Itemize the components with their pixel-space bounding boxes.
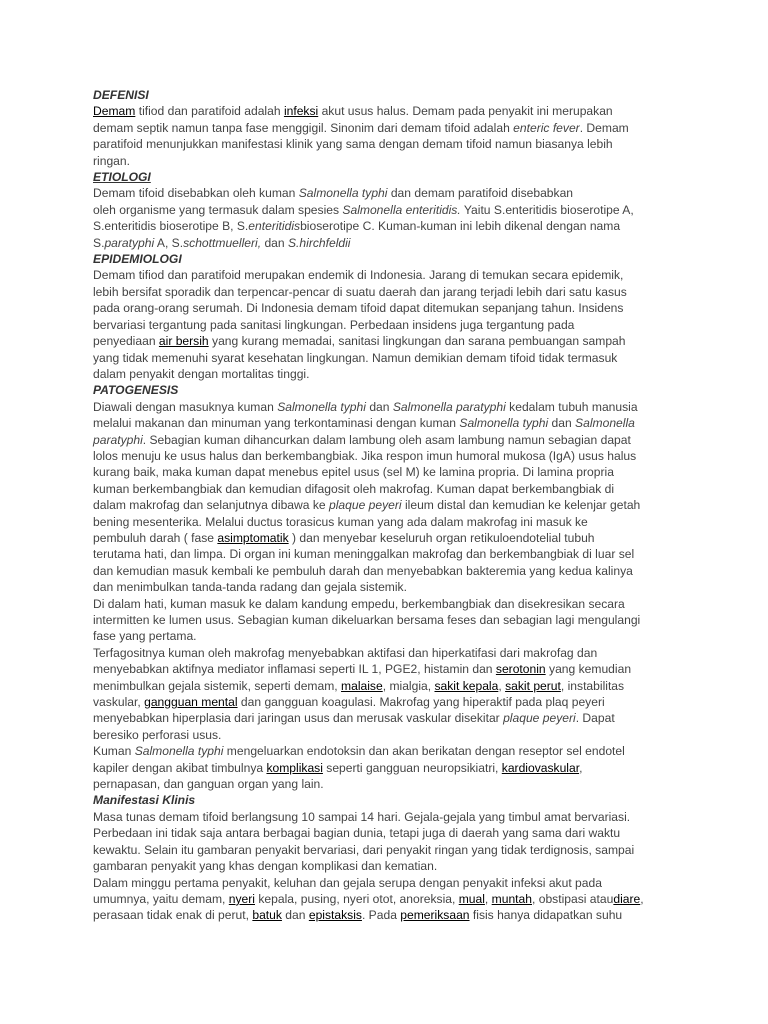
text-line: bening mesenterika. Melalui ductus torasicus kuman yang ada dalam makrofag ini masuk ke <box>93 514 588 529</box>
italic-term: Salmonella typhi <box>459 416 549 431</box>
link-mual[interactable]: mual <box>458 891 485 906</box>
text-line: paratyphi. Sebagian kuman dihancurkan dalam lambung oleh asam lambung namun sebagian dapat <box>93 432 631 447</box>
heading-etiologi: ETIOLOGI <box>93 170 151 185</box>
italic-term: paratyphi <box>104 235 155 250</box>
link-komplikasi[interactable]: komplikasi <box>266 760 323 775</box>
text-line: kuman berkembangbiak dan kemudian difagosit oleh makrofag. Kuman dapat berkembangbiak di <box>93 481 615 496</box>
italic-term: Salmonella typhi <box>134 744 224 759</box>
italic-term: paratyphi <box>93 432 143 447</box>
text-line: dalam penyakit dengan mortalitas tinggi. <box>93 366 310 381</box>
text-line: pada orang-orang serumah. Di Indonesia demam tifoid dapat ditemukan sepanjang tahun. Insidens <box>93 301 624 316</box>
heading-epidemiologi: EPIDEMIOLOGI <box>93 252 182 267</box>
text-line: Demam tifoid disebabkan oleh kuman Salmonella typhi dan demam paratifoid disebabkan <box>93 186 574 201</box>
text-line: umumnya, yaitu demam, nyeri kepala, pusing, nyeri otot, anoreksia, mual, muntah, obstipasi ataudiare, <box>93 891 644 906</box>
text-line: perasaan tidak enak di perut, batuk dan epistaksis. Pada pemeriksaan fisis hanya didapatkan suhu <box>93 908 623 923</box>
link-demam[interactable]: Demam <box>93 104 136 119</box>
text-line: oleh organisme yang termasuk dalam spesies Salmonella enteritidis. Yaitu S.enteritidis bioserotipe A, <box>93 202 634 217</box>
italic-term: plaque peyeri <box>503 711 576 726</box>
link-kardiovaskular[interactable]: kardiovaskular <box>501 760 580 775</box>
text-line: kewaktu. Selain itu gambaran penyakit bervariasi, dari penyakit ringan yang tidak terdignosis, sampai <box>93 842 635 857</box>
text-line: Kuman Salmonella typhi mengeluarkan endotoksin dan akan berikatan dengan reseptor sel endotel <box>93 744 625 759</box>
text-line: paratifoid menunjukkan manifestasi klinik yang sama dengan demam tifoid namun biasanya lebih <box>93 137 613 152</box>
italic-term: Salmonella enteritidis. <box>342 202 461 217</box>
text-line: menyebabkan hiperplasia dari jaringan usus dan merusak vaskular disekitar plaque peyeri. Dapat <box>93 711 615 726</box>
link-diare[interactable]: diare <box>613 891 641 906</box>
italic-term: enteric fever <box>513 120 580 135</box>
text-line: Dalam minggu pertama penyakit, keluhan dan gejala serupa dengan penyakit infeksi akut pada <box>93 875 602 890</box>
paragraph-etiologi <box>93 185 683 251</box>
italic-term: Salmonella typhi <box>298 186 388 201</box>
text-line: beresiko perforasi usus. <box>93 727 222 742</box>
heading-patogenesis: PATOGENESIS <box>93 383 179 398</box>
text-line: Demam tifiod dan paratifoid adalah infeksi akut usus halus. Demam pada penyakit ini merupakan <box>93 104 613 119</box>
text-line: demam septik namun tanpa fase menggigil. Sinonim dari demam tifoid adalah enteric fever. Demam <box>93 120 629 135</box>
text-line: ringan. <box>93 153 130 168</box>
text-line: dalam makrofag dan selanjutnya dibawa ke plaque peyeri ileum distal dan kemudian ke kelenjar getah <box>93 498 641 513</box>
heading-defenisi: DEFENISI <box>93 88 149 102</box>
text-line: vaskular, gangguan mental dan gangguan koagulasi. Makrofag yang hiperaktif pada plaq peyeri <box>93 695 605 710</box>
text-line: lebih bersifat sporadik dan terpencar-pencar di suatu daerah dan jarang terjadi lebih dari satu kasus <box>93 284 627 299</box>
link-air-bersih[interactable]: air bersih <box>158 334 209 349</box>
text-line: Demam tifiod dan paratifoid merupakan endemik di Indonesia. Jarang di temukan secara epidemik, <box>93 268 624 283</box>
link-asimptomatik[interactable]: asimptomatik <box>217 530 289 545</box>
text-line: kurang baik, maka kuman dapat menebus epitel usus (sel M) ke lamina propria. Di lamina propria <box>93 465 614 480</box>
link-pemeriksaan[interactable]: pemeriksaan <box>400 908 470 923</box>
text-line: gambaran penyakit yang khas dengan komplikasi dan kematian. <box>93 859 438 874</box>
link-nyeri[interactable]: nyeri <box>228 891 255 906</box>
paragraph-epidemiologi <box>93 267 683 382</box>
text-line: bervariasi tergantung pada sanitasi lingkungan. Perbedaan insidens juga tergantung pada <box>93 317 575 332</box>
link-gangguan-mental[interactable]: gangguan mental <box>144 695 238 710</box>
link-muntah[interactable]: muntah <box>491 891 532 906</box>
italic-term: Salmonella typhi <box>277 399 366 414</box>
italic-term: plaque peyeri <box>328 498 402 513</box>
text-line: menyebabkan aktifnya mediator inflamasi seperti IL 1, PGE2, histamin dan serotonin yang kemudian <box>93 662 632 677</box>
paragraph-defenisi <box>93 103 683 169</box>
link-batuk[interactable]: batuk <box>252 908 282 923</box>
italic-term: S.hirchfeldii <box>287 235 351 250</box>
paragraph-manifestasi-klinis <box>93 809 683 924</box>
paragraph-patogenesis <box>93 399 683 793</box>
text-line: Perbedaan ini tidak saja antara berbagai bagian dunia, tetapi juga di daerah yang sama dari waktu <box>93 826 621 841</box>
text-line: fase yang pertama. <box>93 629 197 644</box>
text-line: dan kemudian masuk kembali ke pembuluh darah dan menyebabkan bakteremia yang kedua kalinya <box>93 563 633 578</box>
italic-term: enteritidis <box>248 219 301 234</box>
text-line: Masa tunas demam tifoid berlangsung 10 sampai 14 hari. Gejala-gejala yang timbul amat bervariasi. <box>93 809 631 824</box>
text-line: Terfagositnya kuman oleh makrofag menyebabkan aktifasi dan hiperkatifasi dari makrofag dan <box>93 645 598 660</box>
text-line: intermitten ke lumen usus. Sebagian kuman dikeluarkan bersama feses dan sebagian lagi mengulangi <box>93 613 641 627</box>
text-line: lolos menuju ke usus halus dan berkembangbiak. Jika respon imun humoral mukosa (IgA) usus halus <box>93 448 637 463</box>
text-line: pembuluh darah ( fase asimptomatik ) dan menyebar keseluruh organ retikuloendotelial tubuh <box>93 530 595 545</box>
text-line: terutama hati, dan limpa. Di organ ini kuman meninggalkan makrofag dan berkembangbiak di luar sel <box>93 547 635 562</box>
text-line: S.enteritidis bioserotipe B, S.enteritidisbioserotipe C. Kuman-kuman ini lebih dikenal dengan nama <box>93 219 621 234</box>
text-line: kapiler dengan akibat timbulnya komplikasi seperti gangguan neuropsikiatri, kardiovaskular, <box>93 760 583 775</box>
text-line: menimbulkan gejala sistemik, seperti demam, malaise, mialgia, sakit kepala, sakit perut, instabilitas <box>93 678 625 693</box>
link-serotonin[interactable]: serotonin <box>495 662 546 677</box>
text-line: Diawali dengan masuknya kuman Salmonella typhi dan Salmonella paratyphi kedalam tubuh manusia <box>93 399 638 414</box>
italic-term: Salmonella paratyphi <box>392 399 506 414</box>
italic-term: Salmonella <box>575 416 635 431</box>
text-line: S.paratyphi A, S.schottmuelleri, dan S.hirchfeldii <box>93 235 351 250</box>
text-line: penyediaan air bersih yang kurang memadai, sanitasi lingkungan dan sarana pembuangan sampah <box>93 334 626 349</box>
link-epistaksis[interactable]: epistaksis <box>308 908 362 923</box>
heading-manifestasi-klinis: Manifestasi Klinis <box>93 793 196 808</box>
link-sakit-perut[interactable]: sakit perut <box>505 678 561 693</box>
text-line: Di dalam hati, kuman masuk ke dalam kandung empedu, berkembangbiak dan disekresikan secara <box>93 596 625 611</box>
text-line: yang tidak memenuhi syarat kesehatan lingkungan. Namun demikian demam tifoid tidak termasuk <box>93 350 618 365</box>
italic-term: schottmuelleri, <box>183 235 262 250</box>
document-page <box>93 87 683 924</box>
text-line: dan menimbulkan tanda-tanda radang dan gejala sistemik. <box>93 580 407 595</box>
text-line: pernapasan, dan ganguan organ yang lain. <box>93 777 324 792</box>
text-line: melalui makanan dan minuman yang terkontaminasi dengan kuman Salmonella typhi dan Salmonella <box>93 416 635 431</box>
link-infeksi[interactable]: infeksi <box>283 104 319 119</box>
link-malaise[interactable]: malaise <box>341 678 383 693</box>
link-sakit-kepala[interactable]: sakit kepala <box>434 678 499 693</box>
